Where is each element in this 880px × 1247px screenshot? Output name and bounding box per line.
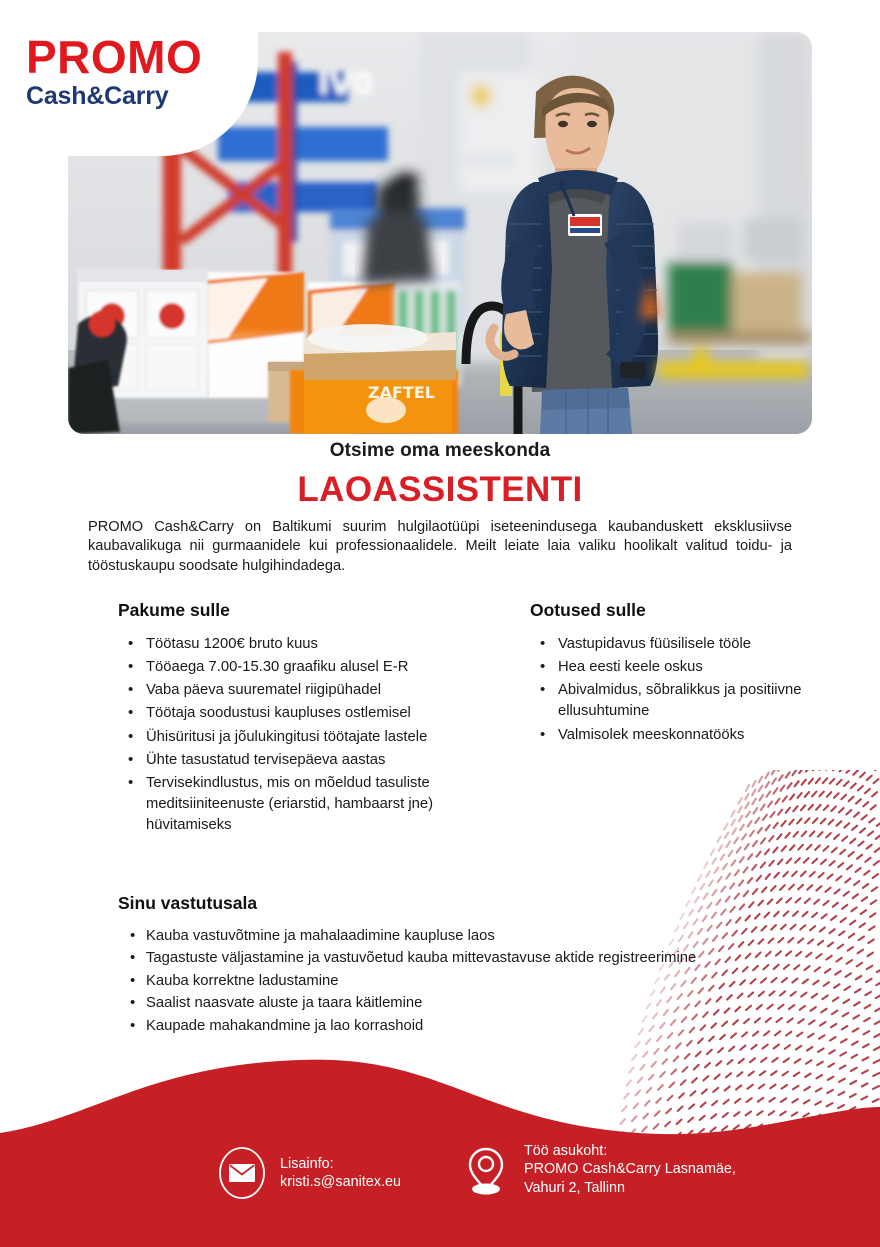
expectations-list	[530, 634, 860, 746]
list-item: • Kauba korrektne ladustamine	[118, 971, 818, 992]
contact-location-label: Töö asukoht:	[524, 1143, 608, 1159]
contact-location-line2: Vahuri 2, Tallinn	[524, 1179, 626, 1196]
list-item: • Ühisüritusi ja jõulukingitusi töötajate lastele	[118, 727, 498, 748]
list-item: • Hea eesti keele oskus	[530, 657, 860, 678]
list-item: • Saalist naasvate aluste ja taara käitlemine	[118, 993, 818, 1014]
list-item: • Kaupade mahakandmine ja lao korrashoid	[118, 1016, 818, 1037]
expectations-column	[530, 600, 860, 748]
list-item: • Vastupidavus füüsilisele tööle	[530, 634, 860, 655]
list-item: • Vaba päeva suurematel riigipühadel	[118, 680, 498, 701]
offer-column	[118, 600, 498, 838]
logo-promo-text: PROMO	[26, 31, 203, 83]
list-item: • Valmisolek meeskonnatööks	[530, 725, 860, 746]
responsibilities-section	[118, 893, 818, 1038]
list-item: • Töötasu 1200€ bruto kuus	[118, 634, 498, 655]
contact-location-text	[524, 1142, 736, 1197]
list-item: • Tagastuste väljastamine ja vastuvõetud kauba mittevastavuse aktide registreerimine	[118, 948, 818, 969]
brand-logo	[26, 31, 203, 110]
envelope-icon	[218, 1146, 266, 1200]
offer-list	[118, 634, 498, 836]
contact-email-value[interactable]: kristi.s@sanitex.eu	[280, 1174, 401, 1190]
contact-email[interactable]	[218, 1146, 401, 1200]
contact-location-line1: PROMO Cash&Carry Lasnamäe,	[524, 1161, 736, 1178]
intro-paragraph: PROMO Cash&Carry on Baltikumi suurim hulgilaotüüpi iseteenindusega kaubanduskett eksklusiivse kaubavalikuga nii gurmaanidele kui professionaalidele. Meilt leiate laia valiku hoolikalt valitud toidu- ja tööstuskaupu soodsate hulgihindadega.	[88, 519, 792, 574]
expectations-heading: Ootused sulle	[530, 600, 646, 620]
responsibilities-list	[118, 926, 818, 1037]
map-pin-icon	[462, 1143, 510, 1197]
page-title: LAOASSISTENTI	[297, 470, 583, 509]
contact-email-text	[280, 1155, 401, 1192]
list-item: • Abivalmidus, sõbralikkus ja positiivne ellusuhtumine	[530, 680, 860, 722]
list-item: • Töötaja soodustusi kaupluses ostlemisel	[118, 703, 498, 724]
logo-cashcarry-text: Cash&Carry	[26, 82, 169, 110]
contact-location[interactable]	[462, 1142, 736, 1197]
responsibilities-heading: Sinu vastutusala	[118, 893, 258, 913]
svg-text:ZAFTEL: ZAFTEL	[368, 383, 435, 402]
eyebrow-text: Otsime oma meeskonda	[329, 440, 551, 461]
offer-heading: Pakume sulle	[118, 600, 230, 620]
svg-text:IV0: IV0	[318, 67, 374, 102]
footer-contacts	[0, 1140, 880, 1220]
contact-email-label: Lisainfo:	[280, 1155, 334, 1172]
list-item: • Ühte tasustatud tervisepäeva aastas	[118, 750, 498, 771]
list-item: • Kauba vastuvõtmine ja mahalaadimine kaupluse laos	[118, 926, 818, 947]
list-item: • Tööaega 7.00-15.30 graafiku alusel E-R	[118, 657, 498, 678]
list-item: • Tervisekindlustus, mis on mõeldud tasuliste meditsiiniteenuste (eriarstid, hambaarst jne) hüvitamiseks	[118, 773, 498, 836]
